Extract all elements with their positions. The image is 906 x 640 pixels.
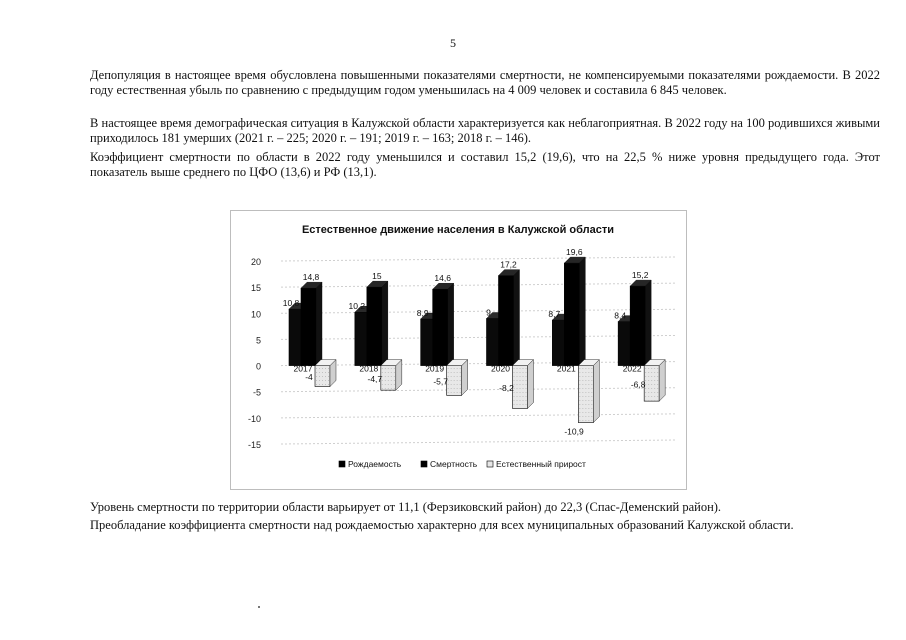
bar-death-rate [433, 289, 448, 365]
bar-natural-growth-side [593, 360, 599, 423]
data-label-birth: 8,4 [614, 310, 627, 321]
bar-natural-growth [513, 366, 528, 409]
bar-death-rate [499, 276, 514, 366]
data-label-natural: -10,9 [564, 426, 584, 437]
y-tick-label: 0 [255, 361, 261, 372]
gridline [281, 335, 676, 339]
data-label-birth: 9 [486, 307, 491, 318]
bar-natural-growth [644, 366, 659, 402]
bar-death-rate-side [579, 257, 585, 365]
gridline [281, 283, 676, 287]
bar-death-rate-side [514, 270, 520, 366]
legend-natural-swatch [487, 461, 493, 467]
gridline [281, 362, 676, 366]
gridline [281, 414, 676, 418]
data-label-birth: 8,7 [548, 309, 561, 320]
paragraph-demographic-situation: В настоящее время демографическая ситуация в Калужской области характеризуется как неблагоприятная. В 2022 году на 100 родившихся живыми приходилось 181 умерших (2021 г. – 225; 2020 г. – 191; 2019 г. – 163; 2018 г. – 146). [90, 116, 880, 145]
bar-death-rate-side [448, 283, 454, 365]
scan-speck [258, 606, 260, 608]
bar-death-rate [367, 287, 382, 365]
paragraph-mortality-prevalence: Преобладание коэффициента смертности над рождаемостью характерно для всех муниципальных образований Калужской области. [90, 518, 794, 532]
y-tick-label: -15 [247, 440, 261, 450]
data-label-natural: -8,2 [499, 383, 514, 394]
y-tick-label: -10 [247, 413, 261, 424]
bar-death-rate-side [382, 281, 388, 365]
y-tick-label: 20 [250, 257, 261, 267]
bar-death-rate [564, 263, 579, 365]
data-label-natural: -6,8 [630, 379, 646, 390]
legend-death-label: Смертность [430, 459, 478, 469]
y-tick-label: 15 [250, 283, 261, 294]
data-label-death: 19,6 [566, 247, 583, 258]
x-category-label: 2018 [359, 363, 379, 374]
bar-natural-growth [381, 366, 396, 391]
chart-frame [230, 210, 687, 490]
bar-death-rate [301, 288, 316, 365]
y-tick-label: 10 [250, 309, 261, 320]
x-category-label: 2019 [425, 363, 445, 374]
data-label-natural: -4,7 [367, 373, 383, 384]
x-category-label: 2021 [556, 363, 576, 374]
data-label-death: 14,8 [302, 272, 320, 283]
legend-birth-label: Рождаемость [348, 459, 402, 469]
bar-natural-growth-side [528, 360, 534, 409]
data-label-death: 15 [372, 271, 382, 282]
data-label-death: 17,2 [500, 259, 517, 270]
legend-death-swatch [421, 461, 427, 467]
y-tick-label: -5 [252, 387, 261, 398]
legend-natural-label: Естественный прирост [496, 459, 586, 469]
bar-death-rate-side [645, 280, 651, 365]
gridline [281, 440, 676, 444]
data-label-birth: 8,9 [416, 308, 429, 319]
y-tick-label: 5 [255, 335, 261, 346]
paragraph-depopulation: Депопуляция в настоящее время обусловлена повышенными показателями смертности, не компенсируемыми показателями рождаемости. В 2022 году естественная убыль по сравнению с предыдущим годом уменьшилась на 4 009 человек и составила 6 845 человек. [90, 68, 880, 97]
paragraph-mortality-coefficient: Коэффициент смертности по области в 2022 году уменьшился и составил 15,2 (19,6), что на 22,5 % ниже уровня предыдущего года. Этот показатель выше среднего по ЦФО (13,6) и РФ (13,1). [90, 150, 880, 179]
data-label-birth: 10,2 [348, 301, 366, 312]
bar-natural-growth [578, 366, 593, 423]
chart-title: Естественное движение населения в Калужской области [301, 224, 615, 236]
legend-birth-swatch [339, 461, 345, 467]
bar-death-rate-side [316, 282, 322, 365]
data-label-natural: -5,7 [433, 376, 448, 387]
bar-death-rate [630, 286, 645, 365]
paragraph-mortality-range: Уровень смертности по территории области варьирует от 11,1 (Ферзиковский район) до 22,3 (Спас-Деменский район). [90, 500, 722, 514]
x-category-label: 2017 [293, 363, 313, 374]
bar-natural-growth-side [659, 360, 665, 402]
gridline [281, 388, 676, 392]
page-number: 5 [450, 36, 456, 50]
data-label-death: 15,2 [631, 270, 649, 281]
data-label-death: 14,6 [434, 273, 451, 284]
natural-movement-chart [231, 211, 686, 489]
data-label-natural: -4 [305, 372, 313, 383]
data-label-birth: 10,8 [282, 298, 300, 309]
x-category-label: 2022 [622, 363, 642, 374]
x-category-label: 2020 [491, 363, 510, 374]
gridline [281, 257, 676, 261]
